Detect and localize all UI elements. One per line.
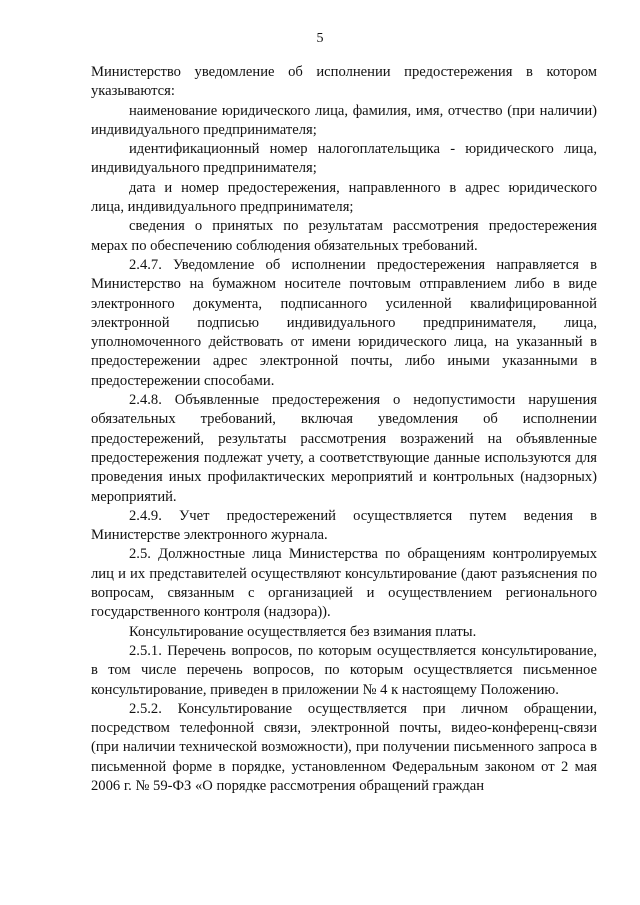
paragraph: Консультирование осуществляется без взимания платы. — [129, 623, 477, 640]
document-body — [91, 63, 597, 796]
paragraph: 2.4.8. Объявленные предостережения о недопустимости нарушения обязательных требований, включая уведомления об исполнении предостережений, результаты рассмотрения возражений на объявленные предостережения подлежат учету, а соответствующие данные используются для проведения иных профилактических мероприятий и контрольных (надзорных) мероприятий. — [91, 392, 597, 505]
paragraph: 2.4.7. Уведомление об исполнении предостережения направляется в Министерство на бумажном носителе почтовым отправлением либо в виде электронного документа, подписанного усиленной квалифицированной электронной подписью индивидуального предпринимателя, лица, уполномоченного действовать от имени юридического лица, на указанный в предостережении адрес электронной почты, либо иными указанными в предостережении способами. — [91, 256, 597, 389]
paragraph: 2.5.1. Перечень вопросов, по которым осуществляется консультирование, в том числе перечень вопросов, по которым осуществляется письменное консультирование, приведен в приложении № 4 к настоящему Положению. — [91, 642, 597, 698]
paragraph: наименование юридического лица, фамилия, имя, отчество (при наличии) индивидуального предпринимателя; — [91, 102, 597, 138]
paragraph: 2.4.9. Учет предостережений осуществляется путем ведения в Министерстве электронного журнала. — [91, 507, 597, 544]
page-number: 5 — [316, 31, 324, 46]
paragraph: идентификационный номер налогоплательщика - юридического лица, индивидуального предпринимателя; — [91, 141, 597, 177]
paragraph: дата и номер предостережения, направленного в адрес юридического лица, индивидуального предпринимателя; — [91, 179, 597, 216]
paragraph: 2.5. Должностные лица Министерства по обращениям контролируемых лиц и их представителей осуществляют консультирование (дают разъяснения по вопросам, связанным с организацией и осуществлением регионального государственного контроля (надзора)). — [91, 546, 597, 621]
paragraph: Министерство уведомление об исполнении предостережения в котором указываются: — [91, 64, 597, 100]
paragraph: сведения о принятых по результатам рассмотрения предостережения мерах по обеспечению соблюдения обязательных требований. — [91, 218, 597, 254]
paragraph: 2.5.2. Консультирование осуществляется при личном обращении, посредством телефонной связи, электронной почты, видео-конференц-связи (при наличии технической возможности), при получении письменного запроса в письменной форме в порядке, установленном Федеральным законом от 2 мая 2006 г. № 59-ФЗ «О порядке рассмотрения обращений граждан — [91, 700, 597, 794]
